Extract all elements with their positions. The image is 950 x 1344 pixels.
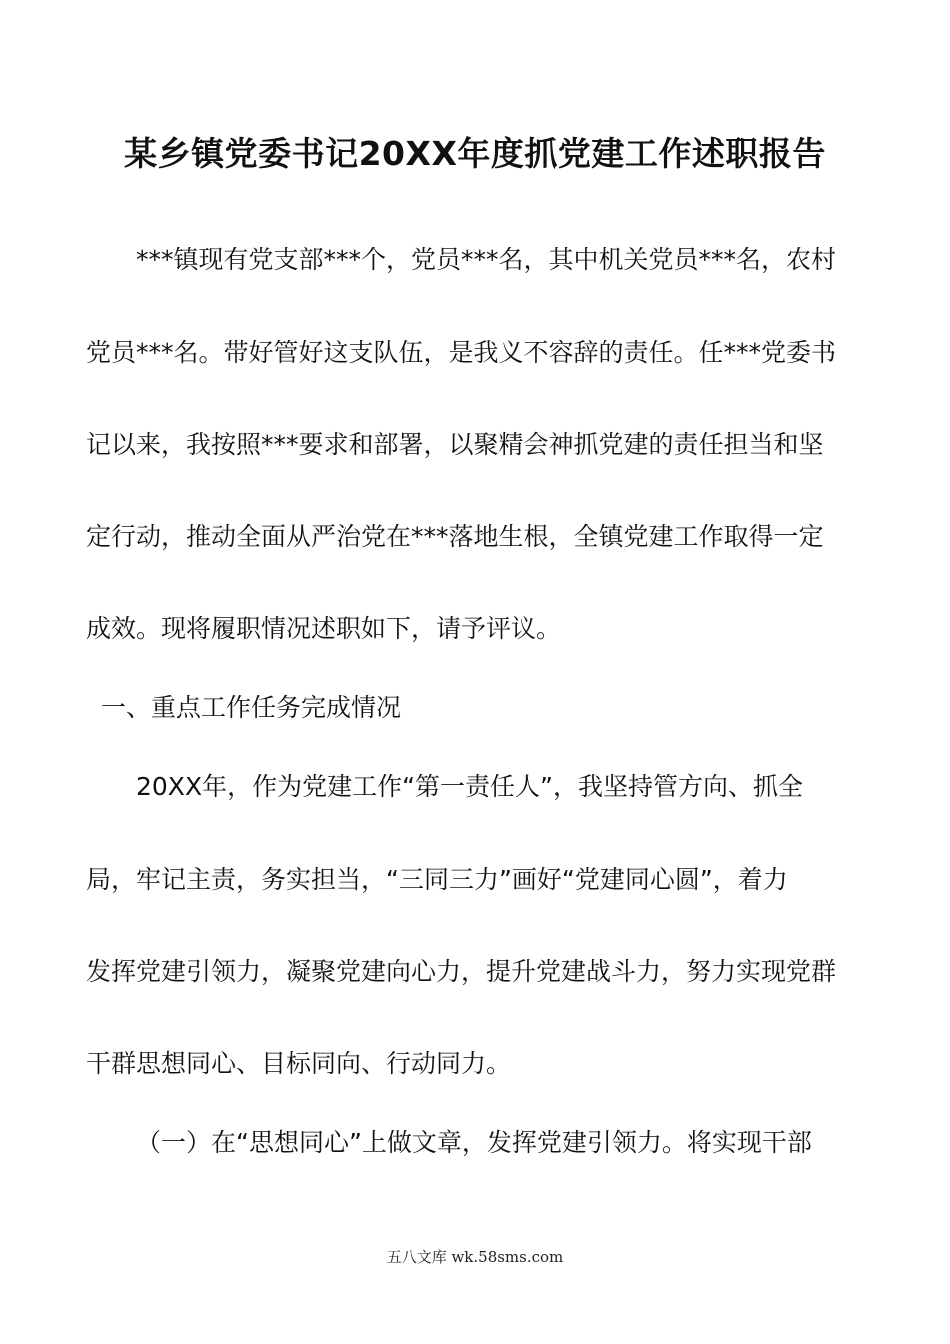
paragraph-line: 党员***名。带好管好这支队伍，是我义不容辞的责任。任***党委书: [86, 338, 837, 367]
subsection-line: （一）在“思想同心”上做文章，发挥党建引领力。将实现干部: [136, 1128, 812, 1157]
line-text: ***镇现有党支部***个，党员***名，其中机关党员***名，农村: [136, 245, 837, 274]
paragraph-line: 干群思想同心、目标同向、行动同力。: [86, 1049, 512, 1078]
paragraph-line: 记以来，我按照***要求和部署，以聚精会神抓党建的责任担当和坚: [86, 430, 824, 459]
paragraph-line: 局，牢记主责，务实担当，“三同三力”画好“党建同心圆”，着力: [86, 865, 788, 894]
footer-watermark: 五八文库 wk.58sms.com: [386, 1248, 564, 1266]
paragraph-line: [136, 240, 864, 276]
paragraph-line: 20XX年，作为党建工作“第一责任人”，我坚持管方向、抓全: [136, 772, 803, 801]
paragraph-line: 定行动，推动全面从严治党在***落地生根，全镇党建工作取得一定: [86, 522, 824, 551]
paragraph-line: 发挥党建引领力，凝聚党建向心力，提升党建战斗力，努力实现党群: [86, 957, 837, 986]
paragraph-line: 成效。现将履职情况述职如下，请予评议。: [86, 614, 562, 643]
section-heading: 一、重点工作任务完成情况: [101, 693, 402, 722]
document-title: 某乡镇党委书记20XX年度抓党建工作述职报告: [124, 134, 826, 173]
